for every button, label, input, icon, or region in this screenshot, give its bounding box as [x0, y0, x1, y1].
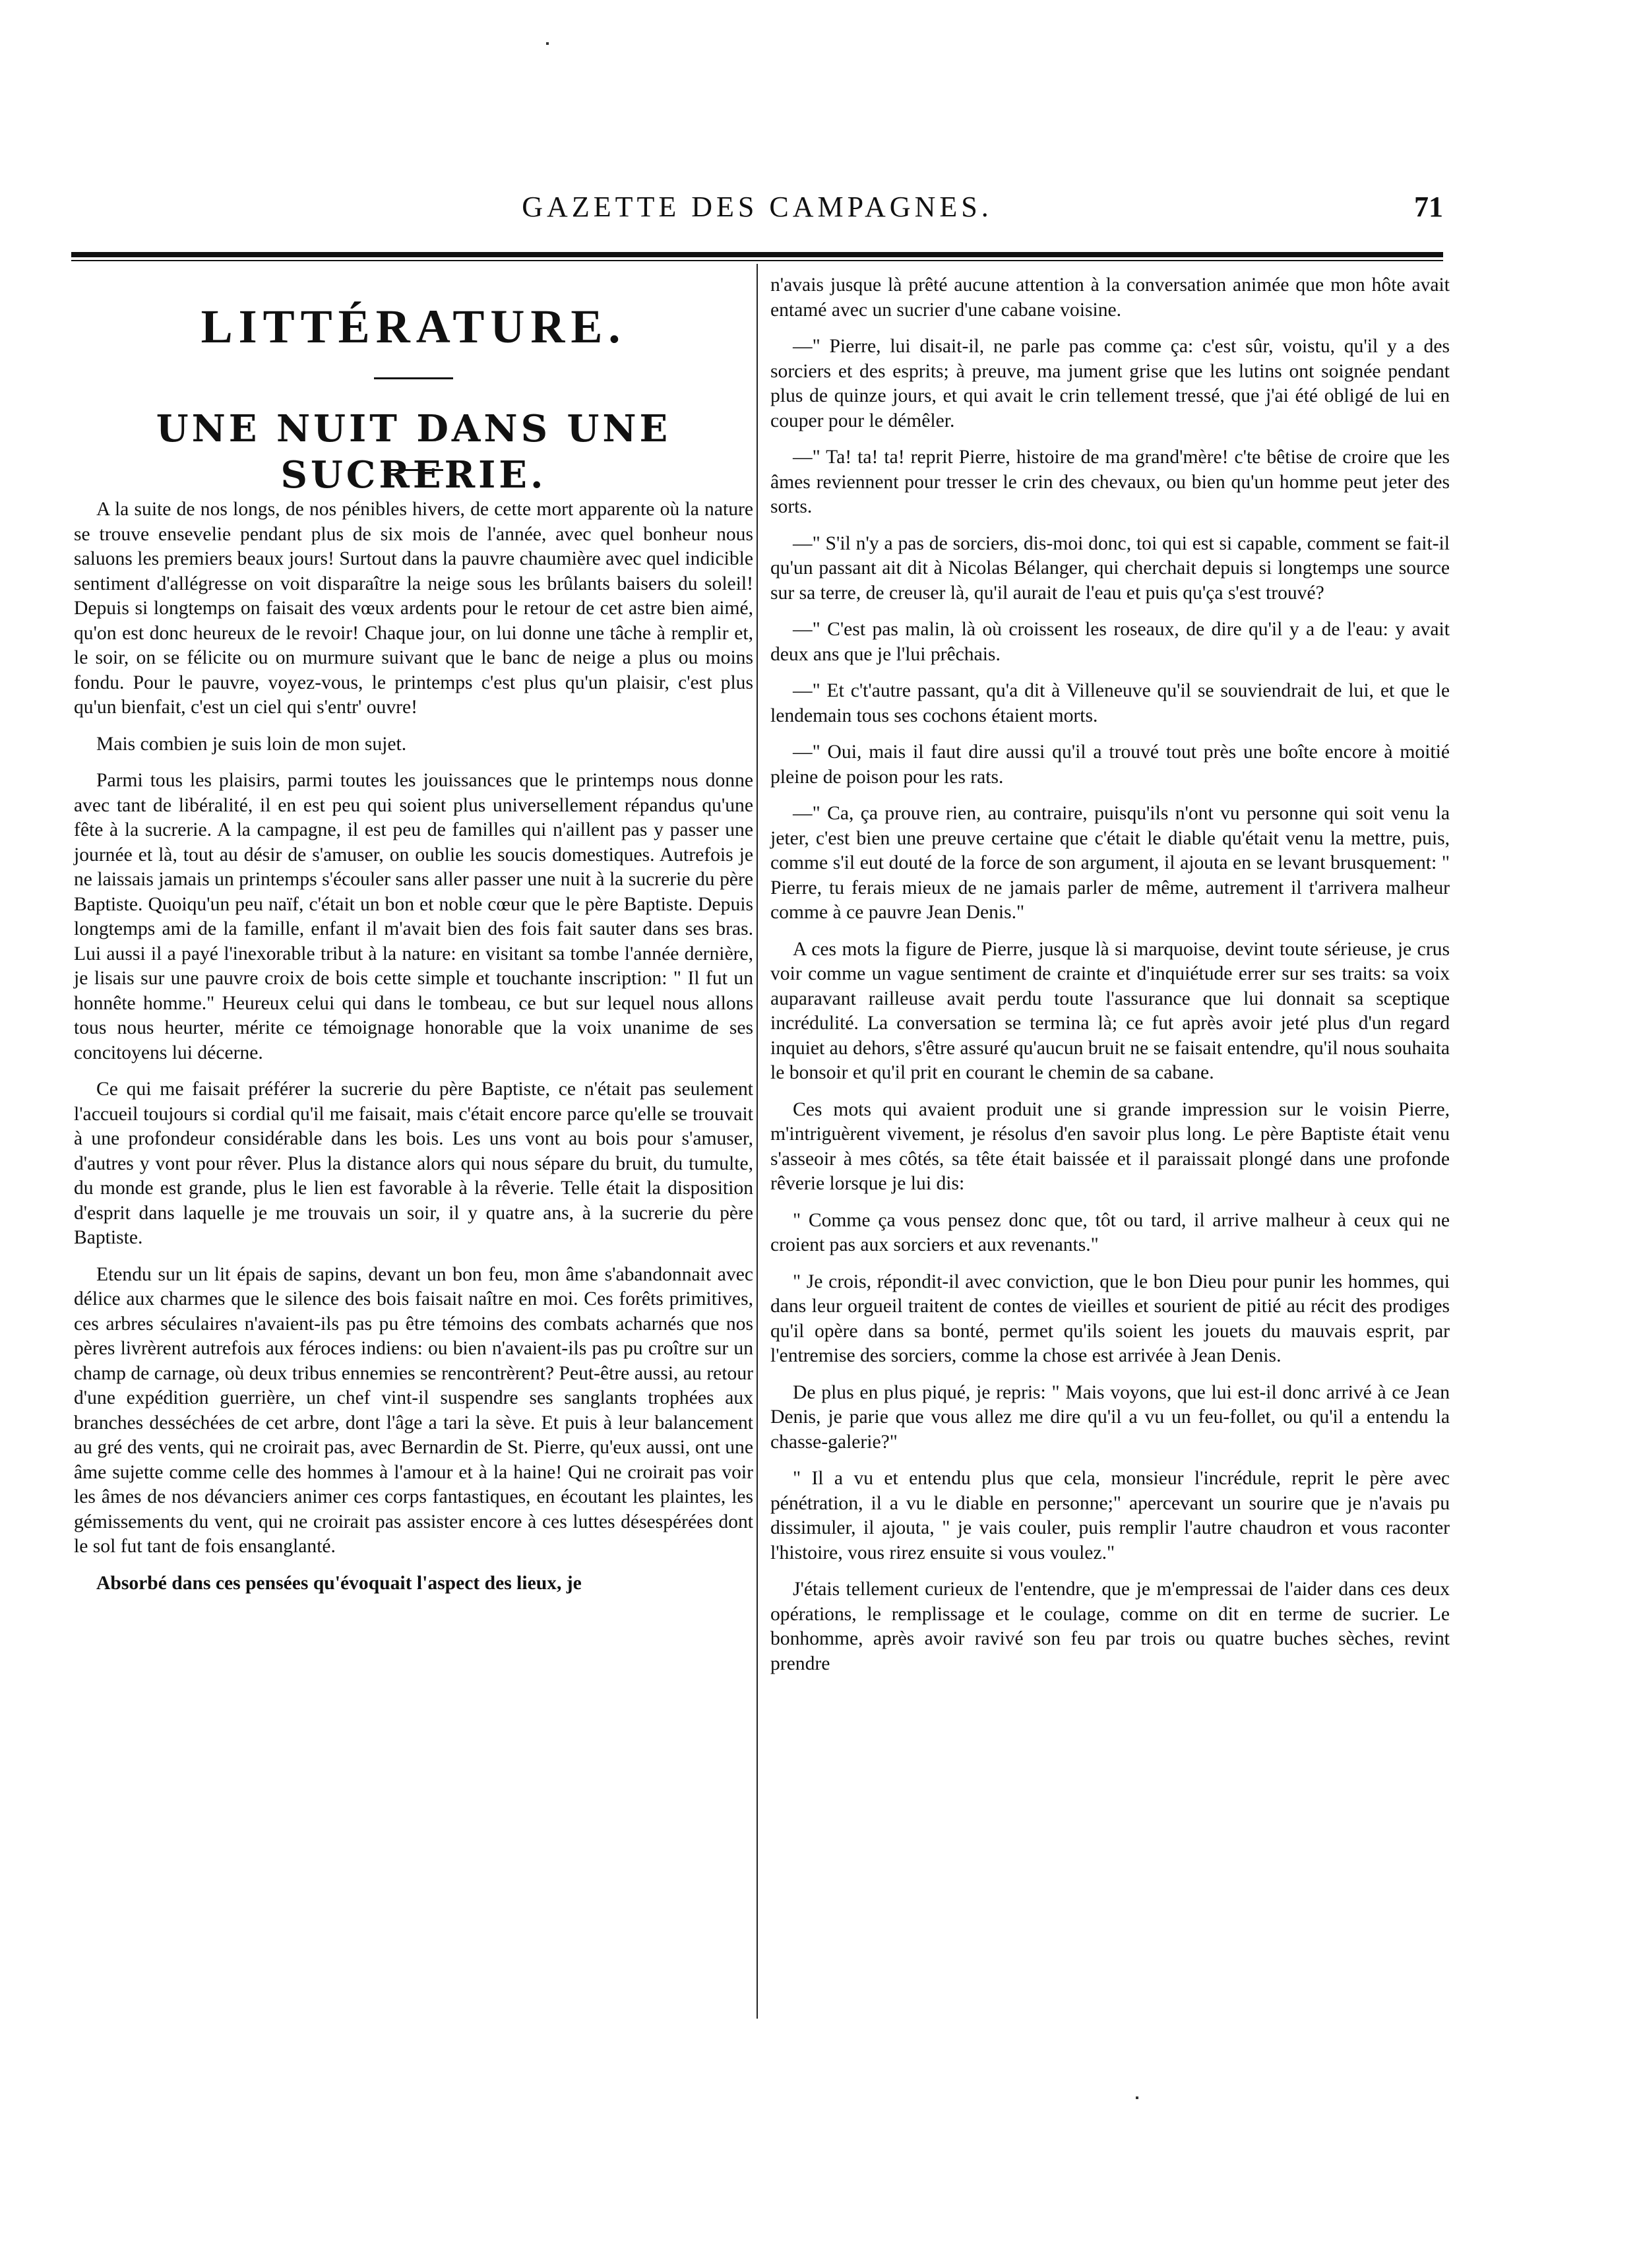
paragraph: J'étais tellement curieux de l'entendre, que je m'empressai de l'aider dans ces deux opérations, le remplissage et le coulage, comme on dit en terme de sucrier. Le bonhomme, après avoir ravivé son feu par trois ou quatre buches sèches, revint prendre [770, 1579, 1450, 1674]
header-rule-thin [71, 260, 1443, 261]
section-title: LITTÉRATURE. [201, 300, 627, 353]
paragraph: Ce qui me faisait préférer la sucrerie du père Baptiste, ce n'était pas seulement l'accueil toujours si cordial qu'il me faisait, mais c'était encore parce qu'elle se trouvait à une profondeur considérable dans les bois. Les uns vont au bois pour s'amuser, d'autres y vont pour rêver. Plus la distance alors qui nous sépare du bruit, du tumulte, du monde est grande, plus le lien est favorable à la rêverie. Telle était la disposition d'esprit dans laquelle je me trouvais un soir, il y quatre ans, à la sucrerie du père Baptiste. [74, 1079, 753, 1248]
paragraph: " Il a vu et entendu plus que cela, monsieur l'incrédule, reprit le père avec pénétration, il a vu le diable en personne;" apercevant un sourire que je n'avais pu dissimuler, il ajouta, " je vais couler, puis remplir l'autre chaudron et vous raconter l'histoire, vous rirez ensuite si vous voulez." [770, 1468, 1450, 1563]
paragraph: n'avais jusque là prêté aucune attention à la conversation animée que mon hôte avait entamé avec un sucrier d'une cabane voisine. [770, 274, 1450, 321]
paragraph: Absorbé dans ces pensées qu'évoquait l'aspect des lieux, je [96, 1572, 582, 1594]
header-rule-thick [71, 252, 1443, 257]
paragraph: " Je crois, répondit-il avec conviction, que le bon Dieu pour punir les hommes, qui dans leur orgueil traitent de contes de vieilles et sourient de pitié au récit des prodiges qu'il opère dans sa bonté, permet qu'ils soient les jouets du mauvais esprit, par l'entremise des sorciers, comme la chose est arrivée à Jean Denis. [770, 1271, 1450, 1366]
running-title: GAZETTE DES CAMPAGNES. [522, 191, 993, 223]
paragraph: A ces mots la figure de Pierre, jusque là si marquoise, devint toute sérieuse, je crus voir comme un vague sentiment de crainte et d'inquiétude errer sur ses traits: sa voix auparavant railleuse avait perdu toute l'assurance que lui donnait sa sceptique incrédulité. La conversation se termina là; ce fut après avoir jeté plus d'un regard inquiet au dehors, s'être assuré qu'aucun bruit ne se faisait entendre, qu'il nous souhaita le bonsoir et qu'il prit en courant le chemin de sa cabane. [770, 938, 1450, 1083]
column-divider [757, 264, 758, 2019]
print-speck [1136, 2096, 1138, 2099]
dialogue-line: —" C'est pas malin, là où croissent les roseaux, de dire qu'il y a de l'eau: y avait deux ans que je l'lui prêchais. [770, 619, 1450, 665]
dialogue-line: —" Ta! ta! ta! reprit Pierre, histoire de ma grand'mère! c'te bêtise de croire que les âmes reviennent pour tresser le crin des chevaux, ou bien qu'un homme peut jeter des sorts. [770, 447, 1450, 517]
right-column [770, 273, 1450, 1688]
paragraph: Parmi tous les plaisirs, parmi toutes les jouissances que le printemps nous donne avec tant de libéralité, il en est peu qui soient plus universellement répandus qu'une fête à la sucrerie. A la campagne, il est peu de familles qui n'aillent pas y passer une journée et là, tout au désir de s'amuser, on oublie les soucis domestiques. Autrefois je ne laissais jamais un printemps s'écouler sans aller passer une nuit à la sucrerie du père Baptiste. Quoiqu'un peu naïf, c'était un bon et noble cœur que le père Baptiste. Depuis longtemps ami de la famille, enfant il m'avait bien des fois fait sauter dans ses bras. Lui aussi il a payé l'inexorable tribut à la nature: en visitant sa tombe l'année dernière, je lisais sur une pauvre croix de bois cette simple et touchante inscription: " Il fut un honnête homme." Heureux celui qui dans le tombeau, ce but sur lequel nous allons tous nous heurter, mérite ce témoignage honorable que la voix unanime de ses concitoyens lui décerne. [74, 770, 753, 1063]
paragraph: A la suite de nos longs, de nos pénibles hivers, de cette mort apparente où la nature se trouve ensevelie pendant plus de six mois de l'année, avec quel bonheur nous saluons les premiers beaux jours! Surtout dans la pauvre chaumière avec quel indicible sentiment d'allégresse on voit disparaître la neige sous les brûlants baisers du soleil! Depuis si longtemps on faisait des vœux ardents pour le retour de cet astre bien aimé, qu'on est donc heureux de le revoir! Chaque jour, on lui donne une tâche à remplir et, le soir, on se félicite ou on murmure suivant que le banc de neige a plus ou moins fondu. Pour le pauvre, voyez-vous, le printemps c'est plus qu'un plaisir, c'est plus qu'un bienfait, c'est un ciel qui s'entr' ouvre! [74, 499, 753, 718]
paragraph: Ces mots qui avaient produit une si grande impression sur le voisin Pierre, m'intriguèrent vivement, je résolus d'en savoir plus long. Le père Baptiste était venu s'asseoir à mes côtés, sa tête était baissée et il paraissait plongé dans une profonde rêverie lorsque je lui dis: [770, 1098, 1450, 1194]
dialogue-line: —" Et c't'autre passant, qu'a dit à Villeneuve qu'il se souviendrait de lui, et que le lendemain tous ses cochons étaient morts. [770, 680, 1450, 726]
page-number: 71 [1414, 191, 1443, 223]
print-speck [546, 42, 549, 45]
dialogue-line: —" Pierre, lui disait-il, ne parle pas comme ça: c'est sûr, voistu, qu'il y a des sorciers et des esprits; à preuve, ma jument grise que les lutins ont soignée pendant plus de quinze jours, et qui avait le crin tellement tressé, que j'ai été obligé de lui en couper pour le démêler. [770, 336, 1450, 431]
paragraph: Mais combien je suis loin de mon sujet. [96, 733, 407, 755]
page-header [71, 190, 1443, 230]
dialogue-line: —" S'il n'y a pas de sorciers, dis-moi donc, toi qui est si capable, comment se fait-il qu'un passant ait dit à Nicolas Bélanger, qui cherchait depuis si longtemps une source sur sa terre, de creuser là, qu'il aurait de l'eau et puis qu'ça s'est trouvé? [770, 532, 1450, 604]
left-column [74, 273, 753, 1608]
paragraph: De plus en plus piqué, je repris: " Mais voyons, que lui est-il donc arrivé à ce Jean Denis, je parie que vous allez me dire qu'il a vu un feu-follet, ou qu'il a entendu la chasse-galerie?" [770, 1381, 1450, 1453]
paragraph: " Comme ça vous pensez donc que, tôt ou tard, il arrive malheur à ceux qui ne croient pas aux sorciers et aux revenants." [770, 1209, 1450, 1255]
paragraph: Etendu sur un lit épais de sapins, devant un bon feu, mon âme s'abandonnait avec délice aux charmes que le silence des bois faisait naître en moi. Ces forêts primitives, ces arbres séculaires n'avaient-ils pas pu être témoins des combats acharnés que nos pères livrèrent autrefois aux féroces indiens: ou bien n'avaient-ils pas pu croître sur un champ de carnage, où deux tribus ennemies se rencontrèrent? Peut-être aussi, au retour d'une expédition guerrière, un chef vint-il suspendre ses sanglants trophées aux branches desséchées de cet arbre, dont l'âge a tari la sève. Et puis à leur balancement au gré des vents, qui ne croirait pas, avec Bernardin de St. Pierre, qu'eux aussi, ont une âme sujette comme celle des hommes à l'amour et à la haine! Qui ne croirait pas voir les âmes de nos dévanciers animer ces corps fantastiques, en écoutant les plaintes, les gémissements du vent, qui ne croirait pas assister encore à ces luttes désespérées dont le sol fut tant de fois ensanglanté. [74, 1263, 753, 1557]
dialogue-line: —" Ca, ça prouve rien, au contraire, puisqu'ils n'ont vu personne qui soit venu la jeter, c'est bien une preuve certaine que c'était le diable qu'était venu la mettre, puis, comme s'il eut douté de la force de son argument, il ajouta en se levant brusquement: " Pierre, tu ferais mieux de ne jamais parler de même, autrement il t'arrivera malheur comme à ce pauvre Jean Denis." [770, 803, 1450, 923]
dialogue-line: —" Oui, mais il faut dire aussi qu'il a trouvé tout près une boîte encore à moitié pleine de poison pour les rats. [770, 741, 1450, 788]
title-rule [374, 377, 453, 379]
article-title: UNE NUIT DANS UNE SUCRERIE. [156, 407, 671, 497]
